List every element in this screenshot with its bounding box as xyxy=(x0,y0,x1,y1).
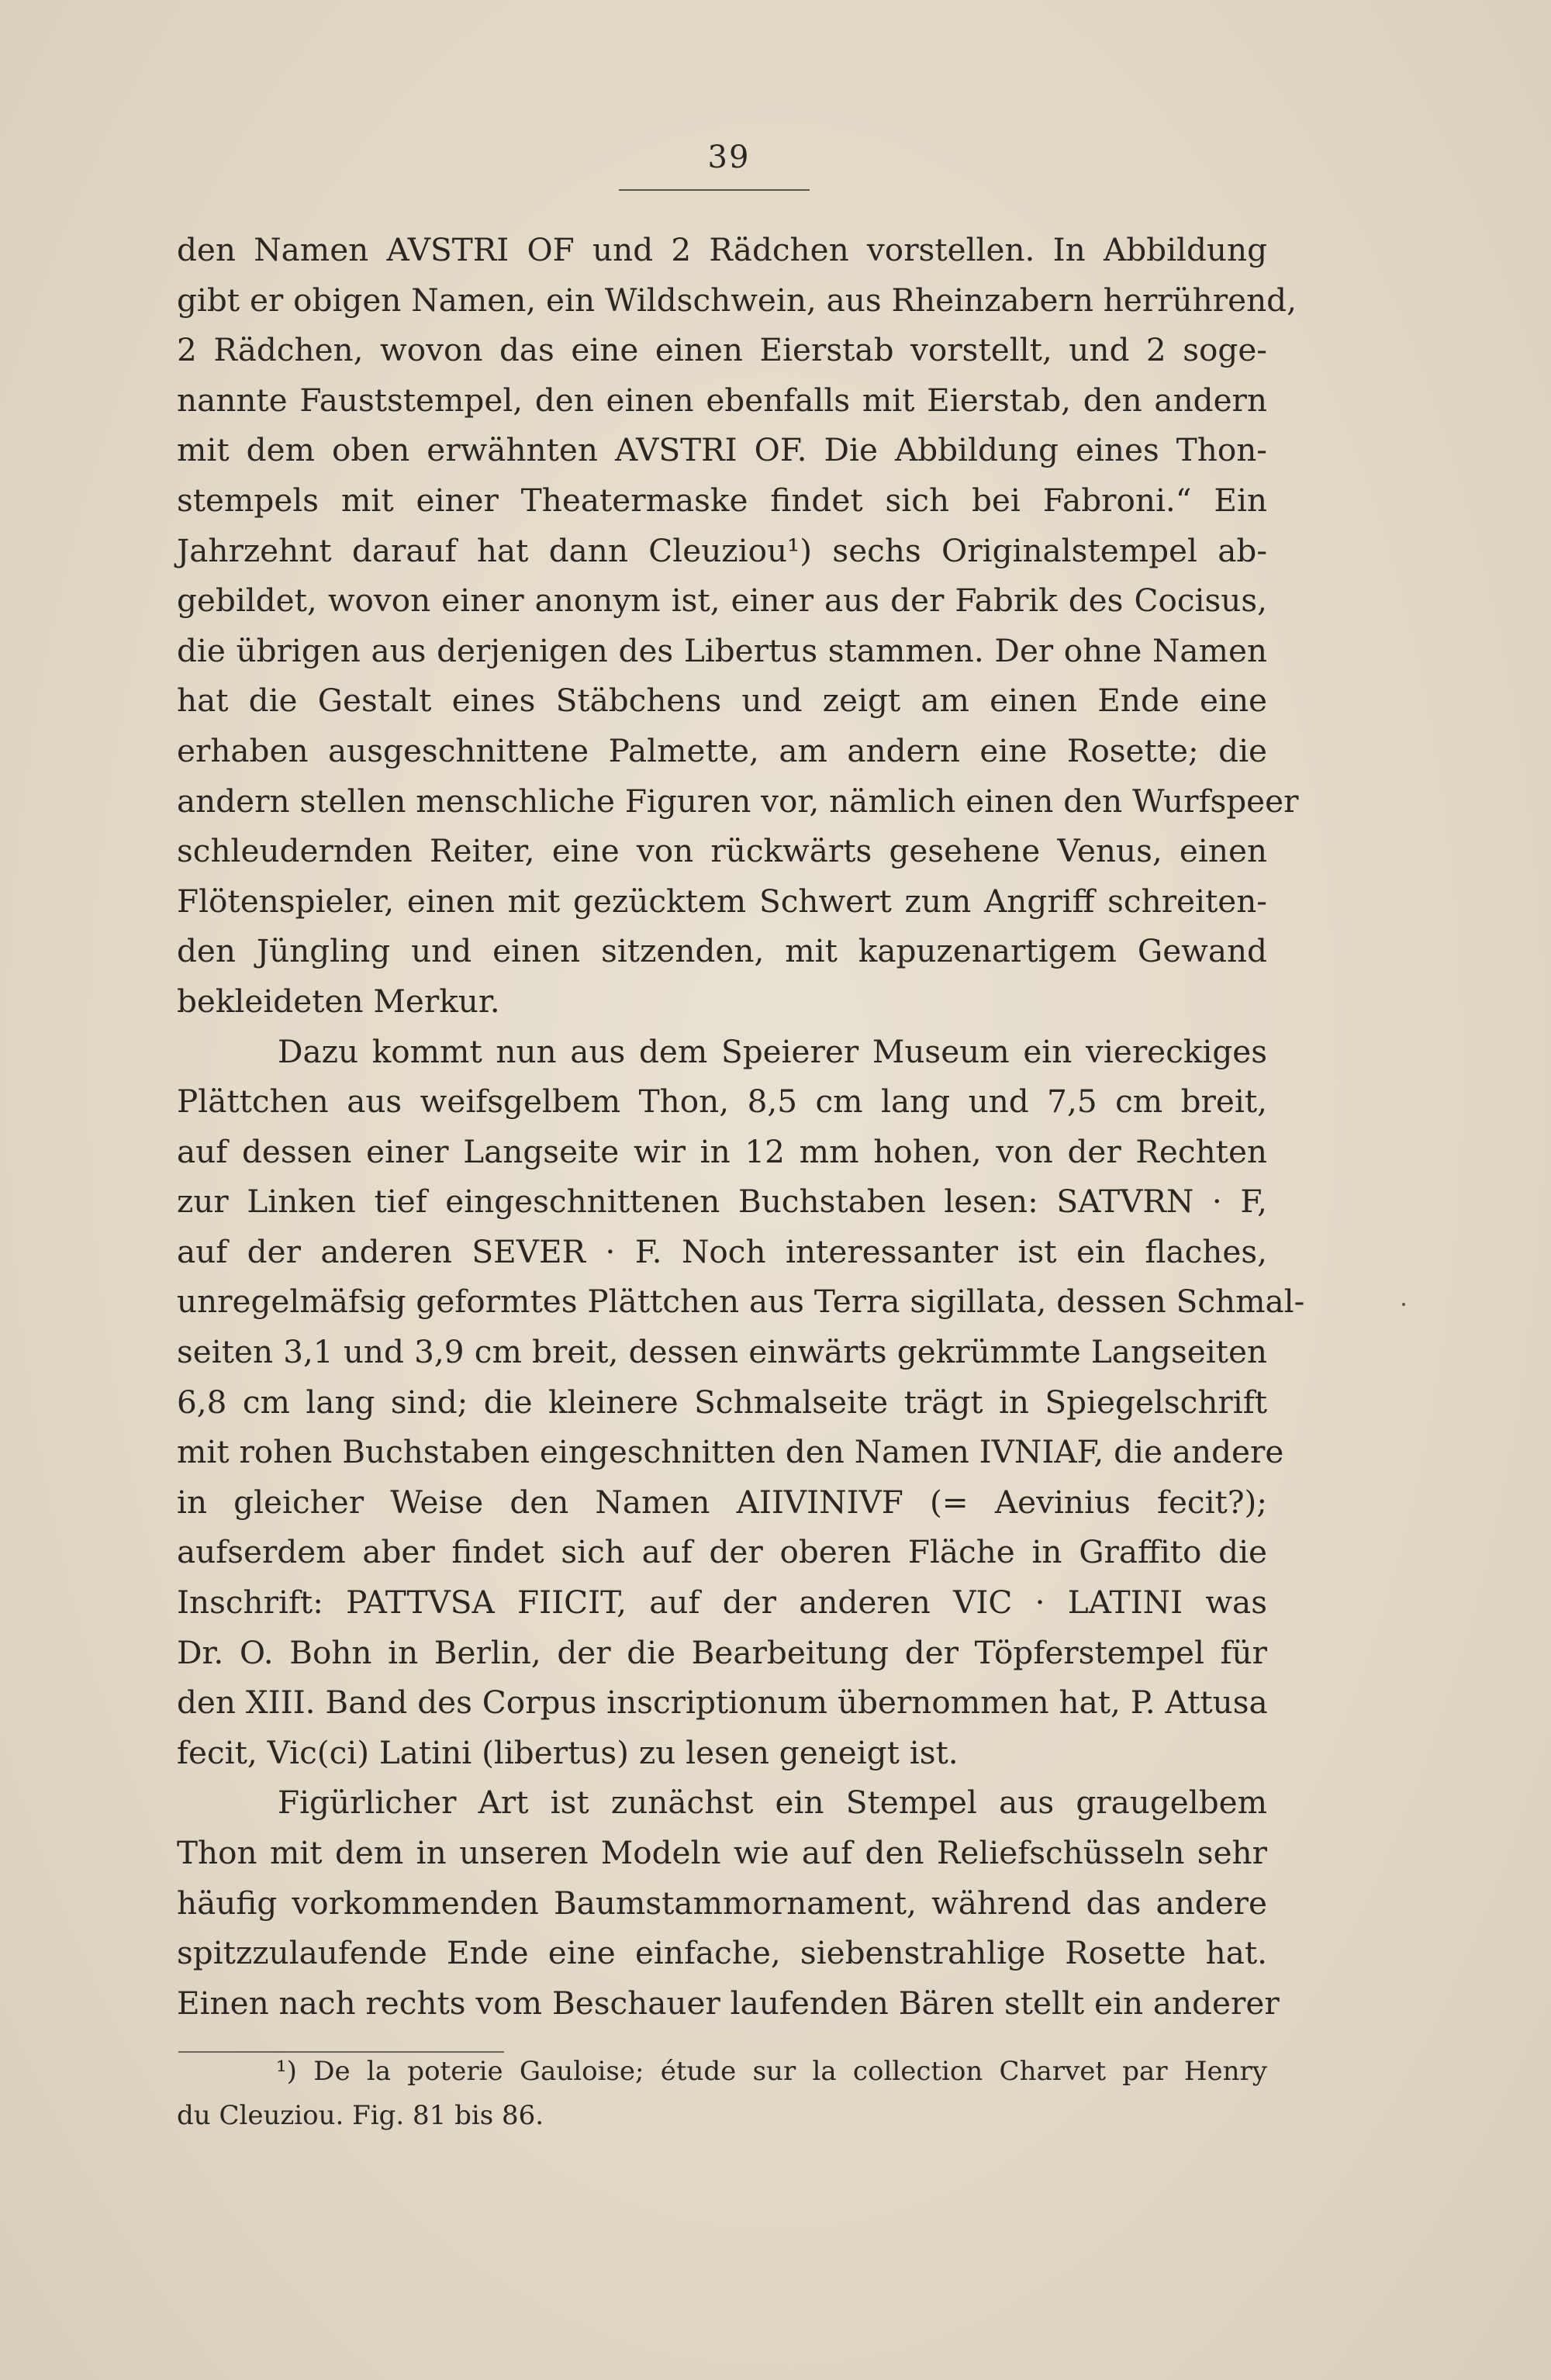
paragraph-3 xyxy=(177,1777,1280,2028)
text-line: Flötenspieler, einen mit gezücktem Schwert zum Angriff schreiten- xyxy=(177,882,1267,920)
text-line: zur Linken tief eingeschnittenen Buchstaben lesen: SATVRN · F, xyxy=(177,1183,1267,1221)
text-line: auf dessen einer Langseite wir in 12 mm hohen, von der Rechten xyxy=(177,1132,1267,1170)
text-line: den Namen AVSTRI OF und 2 Rädchen vorstellen. In Abbildung xyxy=(177,231,1267,268)
text-line: den XIII. Band des Corpus inscriptionum übernommen hat, P. Attusa xyxy=(177,1684,1268,1722)
text-line: Einen nach rechts vom Beschauer laufenden Bären stellt ein anderer xyxy=(177,1984,1280,2022)
text-line: nannte Fauststempel, den einen ebenfalls mit Eierstab, den andern xyxy=(177,381,1267,419)
text-line: den Jüngling und einen sitzenden, mit kapuzenartigem Gewand xyxy=(177,932,1267,970)
footnote-line: ¹) De la poterie Gauloise; étude sur la collection Charvet par Henry xyxy=(276,2056,1267,2087)
page-number: 39 xyxy=(707,140,751,175)
text-line: häufig vorkommenden Baumstammornament, während das andere xyxy=(177,1884,1267,1922)
text-line: Jahrzehnt darauf hat dann Cleuziou¹) sechs Originalstempel ab- xyxy=(177,531,1267,569)
footnote xyxy=(177,2050,1267,2138)
text-line: erhaben ausgeschnittene Palmette, am andern eine Rosette; die xyxy=(177,731,1267,769)
text-line: hat die Gestalt eines Stäbchens und zeigt am einen Ende eine xyxy=(177,682,1267,720)
text-line: schleudernden Reiter, eine von rückwärts gesehene Venus, einen xyxy=(177,832,1267,870)
paragraph-1 xyxy=(177,225,1299,1027)
text-line: die übrigen aus derjenigen des Libertus stammen. Der ohne Namen xyxy=(177,631,1267,669)
text-line: spitzzulaufende Ende eine einfache, siebenstrahlige Rosette hat. xyxy=(177,1934,1267,1972)
text-line: 2 Rädchen, wovon das eine einen Eierstab vorstellt, und 2 soge- xyxy=(177,331,1267,369)
text-line: in gleicher Weise den Namen AIIVINIVF (= Aevinius fecit?); xyxy=(177,1483,1267,1521)
text-line: bekleideten Merkur. xyxy=(177,982,500,1020)
text-line: auf der anderen SEVER · F. Noch interessanter ist ein flaches, xyxy=(177,1232,1267,1270)
paper-speck xyxy=(1402,1303,1405,1306)
text-line: Dazu kommt nun aus dem Speierer Museum ein viereckiges xyxy=(278,1032,1267,1070)
text-line: gibt er obigen Namen, ein Wildschwein, aus Rheinzabern herrührend, xyxy=(177,281,1297,319)
header-rule xyxy=(619,189,810,191)
text-line: Inschrift: PATTVSA FIICIT, auf der anderen VIC · LATINI was xyxy=(177,1584,1267,1622)
text-line: mit dem oben erwähnten AVSTRI OF. Die Abbildung eines Thon- xyxy=(177,431,1267,469)
text-line: gebildet, wovon einer anonym ist, einer aus der Fabrik des Cocisus, xyxy=(177,582,1267,620)
text-line: mit rohen Buchstaben eingeschnitten den Namen IVNIAF, die andere xyxy=(177,1433,1284,1471)
body-text xyxy=(177,225,1305,2028)
text-line: stempels mit einer Theatermaske findet sich bei Fabroni.“ Ein xyxy=(177,481,1267,519)
text-line: aufserdem aber findet sich auf der oberen Fläche in Graffito die xyxy=(177,1533,1267,1571)
text-line: fecit, Vic(ci) Latini (libertus) zu lesen geneigt ist. xyxy=(177,1733,959,1771)
footnote-line: du Cleuziou. Fig. 81 bis 86. xyxy=(177,2100,544,2131)
text-line: Dr. O. Bohn in Berlin, der die Bearbeitung der Töpferstempel für xyxy=(177,1633,1267,1671)
paragraph-2 xyxy=(177,1027,1305,1778)
text-line: andern stellen menschliche Figuren vor, nämlich einen den Wurfspeer xyxy=(177,782,1299,820)
text-line: Figürlicher Art ist zunächst ein Stempel aus graugelbem xyxy=(278,1784,1267,1822)
text-line: Thon mit dem in unseren Modeln wie auf den Reliefschüsseln sehr xyxy=(177,1834,1267,1871)
text-line: unregelmäfsig geformtes Plättchen aus Terra sigillata, dessen Schmal- xyxy=(177,1283,1305,1321)
text-line: Plättchen aus weifsgelbem Thon, 8,5 cm lang und 7,5 cm breit, xyxy=(177,1083,1267,1121)
text-line: seiten 3,1 und 3,9 cm breit, dessen einwärts gekrümmte Langseiten xyxy=(177,1333,1267,1371)
text-line: 6,8 cm lang sind; die kleinere Schmalseite trägt in Spiegelschrift xyxy=(177,1383,1267,1421)
